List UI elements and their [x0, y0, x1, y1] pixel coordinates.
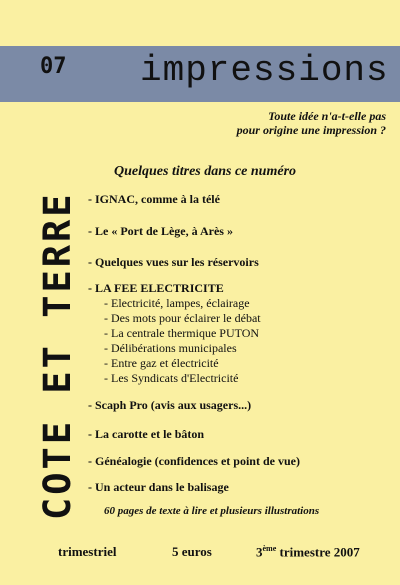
issue-number: 07	[40, 54, 67, 79]
toc-item: - Scaph Pro (avis aux usagers...)	[88, 398, 252, 412]
toc-item: - Quelques vues sur les réservoirs	[88, 255, 259, 269]
toc-subitem: - Electricité, lampes, éclairage	[104, 296, 250, 310]
tagline-line-1: Toute idée n'a-t-elle pas	[268, 109, 386, 123]
toc-item: - La carotte et le bâton	[88, 427, 205, 441]
toc-item: - IGNAC, comme à la télé	[88, 192, 220, 206]
toc-subitem: - Des mots pour éclairer le débat	[104, 311, 261, 325]
tagline	[196, 109, 386, 137]
price: 5 euros	[172, 544, 212, 559]
toc-subitem: - La centrale thermique PUTON	[104, 326, 260, 340]
quarter-number: 3	[256, 544, 263, 560]
quarter-suffix: ème	[262, 544, 277, 553]
quarter-rest: trimestre 2007	[276, 544, 360, 560]
toc-subitem: - Délibérations municipales	[104, 341, 237, 355]
toc-item: - Généalogie (confidences et point de vue)	[88, 454, 300, 468]
magazine-title: impressions	[140, 50, 389, 91]
toc-subitem: - Entre gaz et électricité	[104, 356, 219, 370]
periodicity: trimestriel	[58, 544, 117, 559]
footer-note: 60 pages de texte à lire et plusieurs illustrations	[104, 505, 320, 517]
spine-title: COTE ET TERRE	[36, 191, 79, 520]
toc-item: - Un acteur dans le balisage	[88, 480, 229, 494]
toc-item: - LA FEE ELECTRICITE	[88, 281, 224, 295]
toc-subitem: - Les Syndicats d'Electricité	[104, 371, 239, 385]
tagline-line-2: pour origine une impression ?	[236, 123, 386, 137]
toc-heading: Quelques titres dans ce numéro	[114, 164, 297, 179]
toc-item: - Le « Port de Lège, à Arès »	[88, 224, 233, 238]
issue-date	[256, 544, 360, 560]
